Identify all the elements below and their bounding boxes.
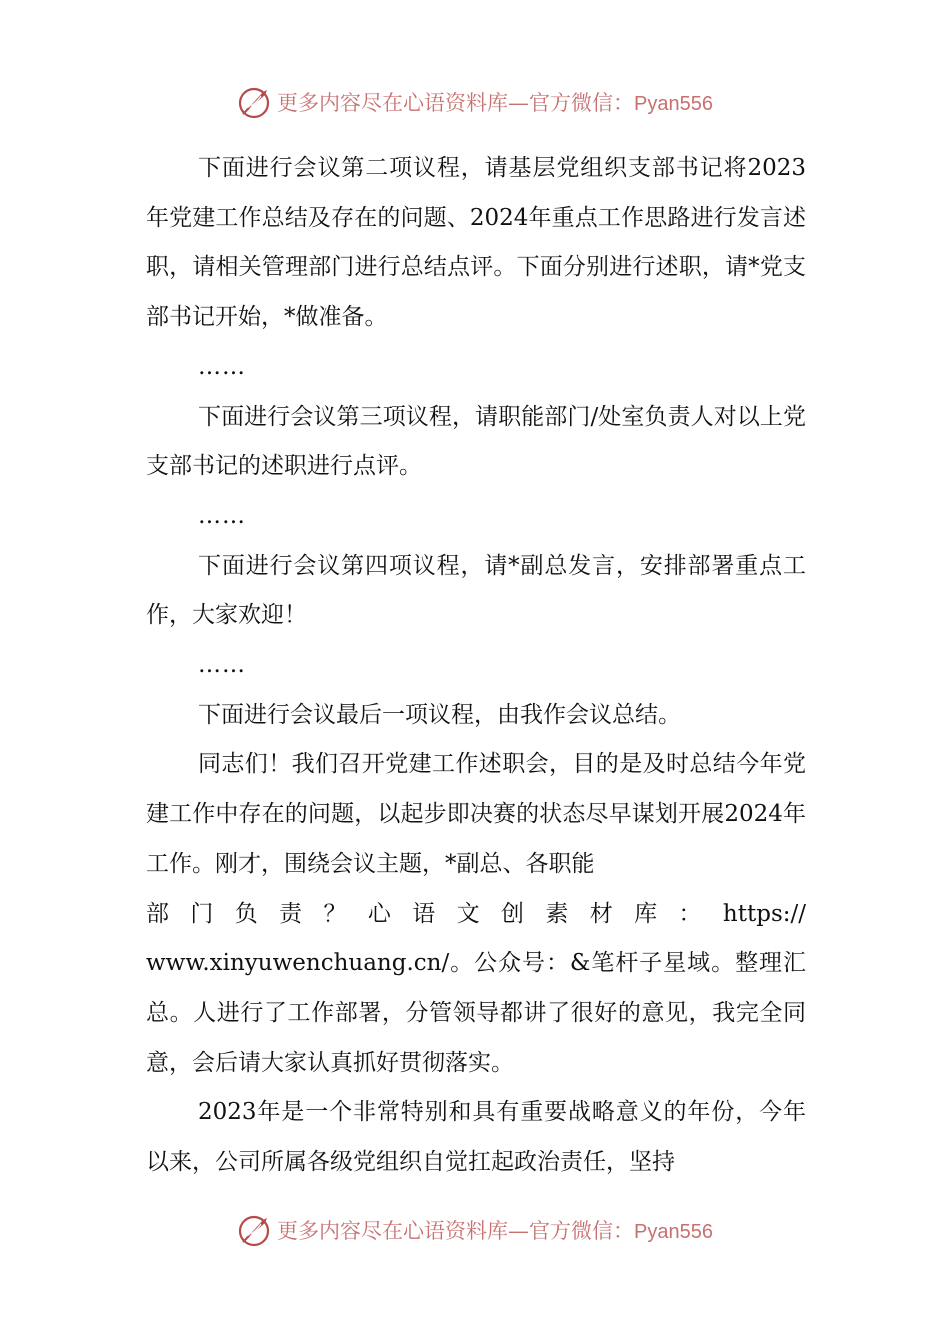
ellipsis: …… bbox=[198, 652, 246, 679]
paragraph-agenda-final: 下面进行会议最后一项议程，由我作会议总结。 bbox=[198, 701, 681, 728]
paragraph-summary-part1: 同志们！我们召开党建工作述职会，目的是及时总结今年党建工作中存在的问题，以起步即决赛的状态尽早谋划开展2024年工作。刚才，围绕会议主题，*副总、各职能 bbox=[146, 751, 806, 877]
ellipsis: …… bbox=[198, 502, 246, 529]
paragraph-agenda-2: 下面进行会议第二项议程，请基层党组织支部书记将2023年党建工作总结及存在的问题、2024年重点工作思路进行发言述职，请相关管理部门进行总结点评。下面分别进行述职，请*党支部书记开始，*做准备。 bbox=[146, 155, 806, 331]
quill-pen-circle-icon bbox=[237, 1212, 273, 1248]
header-wechat-id: Pyan556 bbox=[634, 93, 713, 115]
footer-wechat-id: Pyan556 bbox=[634, 1221, 713, 1243]
paragraph-agenda-3: 下面进行会议第三项议程，请职能部门/处室负责人对以上党支部书记的述职进行点评。 bbox=[146, 403, 806, 480]
ellipsis: …… bbox=[198, 353, 246, 380]
header-banner-text: 更多内容尽在心语资料库—官方微信：Pyan556 bbox=[277, 91, 713, 115]
header-banner bbox=[0, 80, 950, 124]
paragraph-agenda-4: 下面进行会议第四项议程，请*副总发言，安排部署重点工作，大家欢迎！ bbox=[146, 552, 806, 629]
footer-banner bbox=[0, 1208, 950, 1252]
paragraph-summary-part2: 部门负责？心语文创素材库：https:// bbox=[146, 900, 806, 927]
paragraph-summary-part3: www.xinyuwenchuang.cn/。公众号：&笔杆子星域。整理汇总。人进行了工作部署，分管领导都讲了很好的意见，我完全同意，会后请大家认真抓好贯彻落实。 bbox=[146, 950, 806, 1076]
footer-banner-text: 更多内容尽在心语资料库—官方微信：Pyan556 bbox=[277, 1219, 713, 1243]
paragraph-2023: 2023年是一个非常特别和具有重要战略意义的年份，今年以来，公司所属各级党组织自觉扛起政治责任，坚持 bbox=[146, 1099, 806, 1176]
document-body bbox=[146, 144, 806, 1188]
quill-pen-circle-icon bbox=[237, 84, 273, 120]
